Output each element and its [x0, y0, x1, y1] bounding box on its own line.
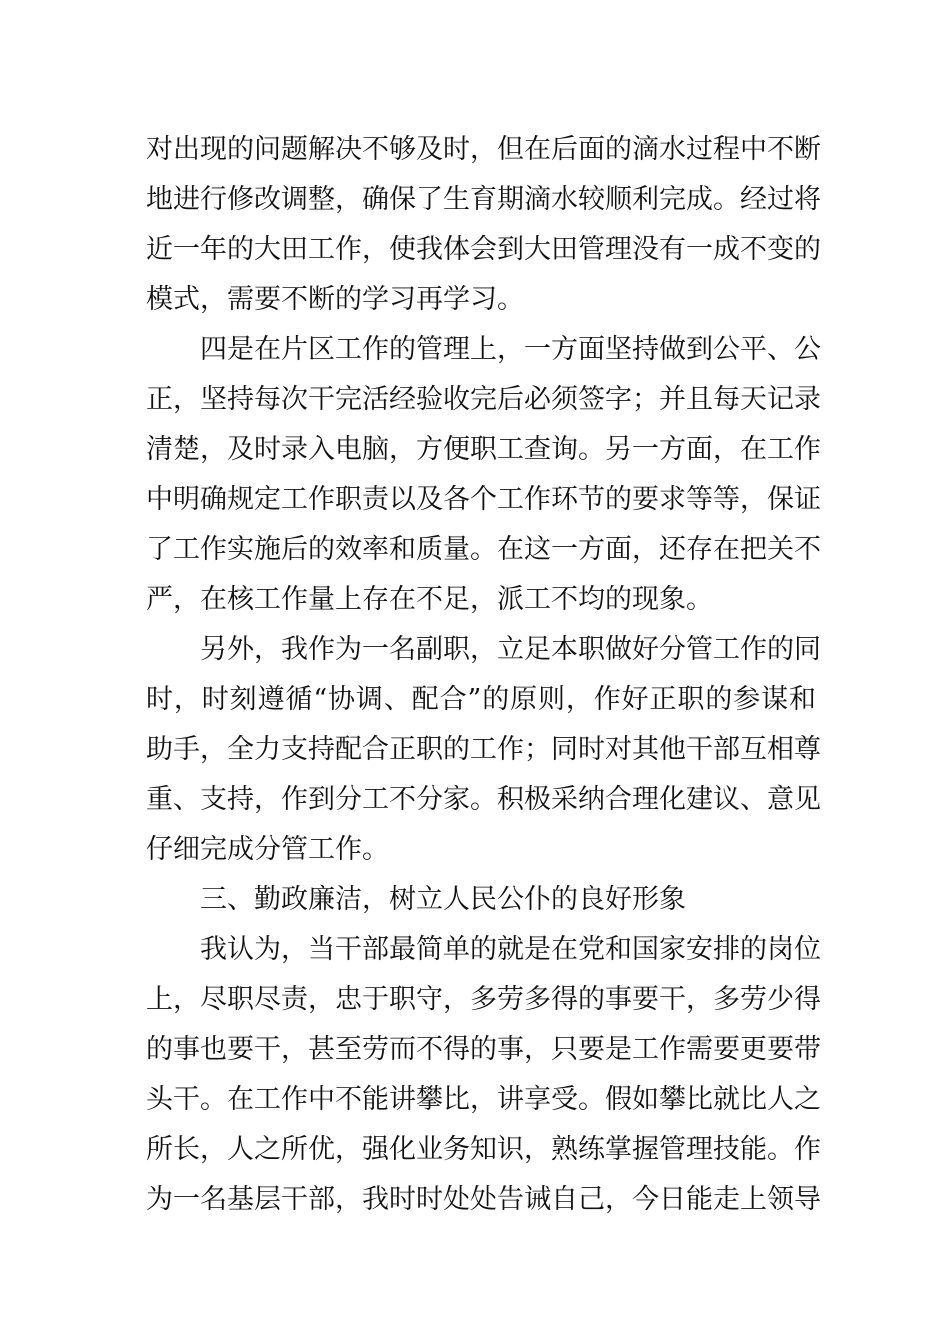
text-line: 严，在核工作量上存在不足，派工不均的现象。	[146, 584, 713, 615]
text-line: 时，时刻遵循“协调、配合”的原则，作好正职的参谋和	[146, 684, 816, 715]
text-line: 为一名基层干部，我时时处处告诫自己，今日能走上领导	[146, 1184, 821, 1215]
paragraph-first-line: 四是在片区工作的管理上，一方面坚持做到公平、公	[200, 334, 821, 365]
text-line: 所长，人之所优，强化业务知识，熟练掌握管理技能。作	[146, 1134, 821, 1165]
paragraph-first-line: 另外，我作为一名副职，立足本职做好分管工作的同	[200, 634, 821, 665]
text-line: 对出现的问题解决不够及时，但在后面的滴水过程中不断	[146, 134, 821, 165]
text-line: 地进行修改调整，确保了生育期滴水较顺利完成。经过将	[146, 184, 821, 215]
text-line: 模式，需要不断的学习再学习。	[146, 284, 524, 315]
text-line: 重、支持，作到分工不分家。积极采纳合理化建议、意见	[146, 784, 821, 815]
paragraph-first-line: 我认为，当干部最简单的就是在党和国家安排的岗位	[200, 934, 821, 965]
text-line: 的事也要干，甚至劳而不得的事，只要是工作需要更要带	[146, 1034, 821, 1065]
section-heading: 三、勤政廉洁，树立人民公仆的良好形象	[200, 884, 686, 915]
text-line: 头干。在工作中不能讲攀比，讲享受。假如攀比就比人之	[146, 1084, 821, 1115]
text-line: 助手，全力支持配合正职的工作；同时对其他干部互相尊	[146, 734, 821, 765]
text-line: 上，尽职尽责，忠于职守，多劳多得的事要干，多劳少得	[146, 984, 821, 1015]
text-line: 近一年的大田工作，使我体会到大田管理没有一成不变的	[146, 234, 821, 265]
text-line: 了工作实施后的效率和质量。在这一方面，还存在把关不	[146, 534, 821, 565]
text-line: 正，坚持每次干完活经验收完后必须签字；并且每天记录	[146, 384, 821, 415]
text-line: 清楚，及时录入电脑，方便职工查询。另一方面，在工作	[146, 434, 821, 465]
text-line: 中明确规定工作职责以及各个工作环节的要求等等，保证	[146, 484, 821, 515]
text-line: 仔细完成分管工作。	[146, 834, 389, 865]
